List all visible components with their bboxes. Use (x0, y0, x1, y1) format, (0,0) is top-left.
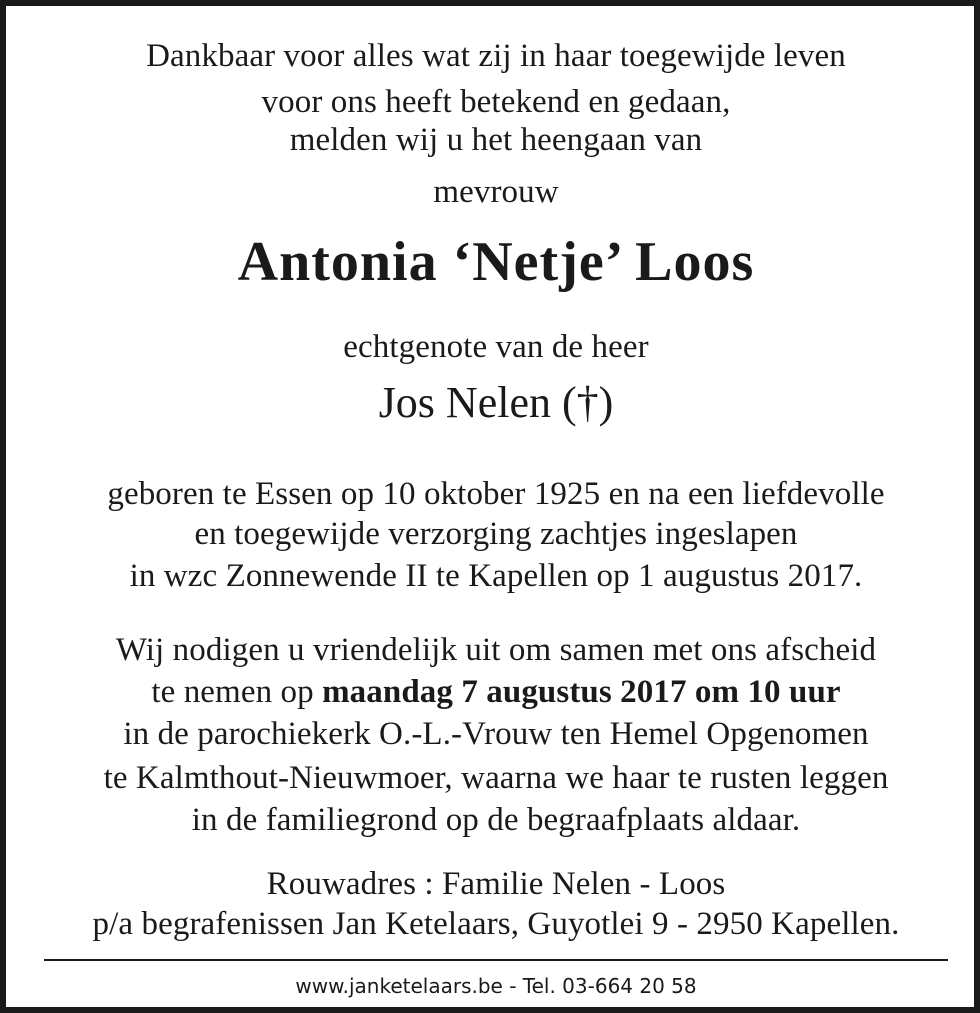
spouse-name: Jos Nelen (†) (378, 378, 614, 427)
invitation-line-5: in de familiegrond op de begraafplaats aldaar. (191, 802, 801, 838)
birth-line-3: in wzc Zonnewende II te Kapellen op 1 augustus 2017. (129, 558, 863, 594)
service-datetime: maandag 7 augustus 2017 om 10 uur (322, 674, 841, 710)
address-line-1: Rouwadres : Familie Nelen - Loos (266, 866, 726, 902)
footer-contact: www.janketelaars.be - Tel. 03-664 20 58 (295, 974, 697, 998)
address-line-2: p/a begrafenissen Jan Ketelaars, Guyotlei 9 - 2950 Kapellen. (92, 906, 900, 942)
invitation-line-1: Wij nodigen u vriendelijk uit om samen met ons afscheid (115, 632, 877, 668)
invitation-line-2-prefix: te nemen op (151, 674, 323, 710)
invitation-line-2 (6, 672, 980, 712)
intro-line-1: Dankbaar voor alles wat zij in haar toegewijde leven (146, 38, 846, 74)
salutation: mevrouw (433, 174, 559, 210)
deceased-name: Antonia ‘Netje’ Loos (237, 231, 755, 293)
birth-line-2: en toegewijde verzorging zachtjes ingeslapen (194, 516, 798, 552)
invitation-line-3: in de parochiekerk O.-L.-Vrouw ten Hemel Opgenomen (123, 716, 869, 752)
invitation-line-4: te Kalmthout-Nieuwmoer, waarna we haar te rusten leggen (103, 760, 889, 796)
spouse-intro: echtgenote van de heer (343, 329, 649, 365)
birth-line-1: geboren te Essen op 10 oktober 1925 en na een liefdevolle (107, 476, 885, 512)
footer-divider (44, 959, 948, 961)
intro-line-3: melden wij u het heengaan van (289, 122, 703, 158)
intro-line-2: voor ons heeft betekend en gedaan, (261, 84, 731, 120)
